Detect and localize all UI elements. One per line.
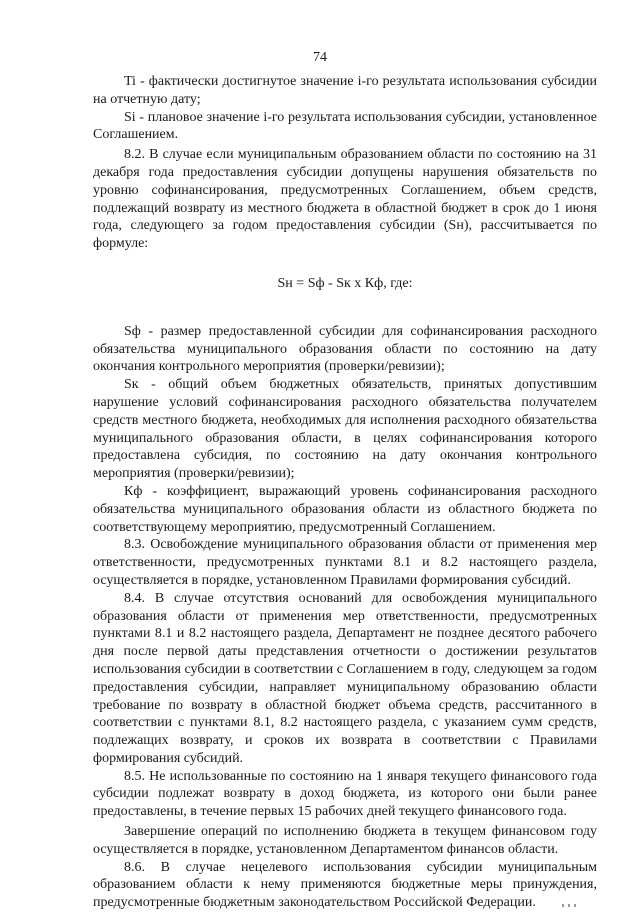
paragraph-sk-definition: Sк - общий объем бюджетных обязательств, принятых допустившим нарушение условий софинансирования расходного обязательства получателем средств местного бюджета, необходимых для исполнения расходного обязательства муниципального образования области, в целях софинансирования которого предоставлена субсидия, по состоянию на дату окончания контрольного мероприятия (проверки/ревизии);: [93, 377, 597, 482]
paragraph-sf-definition: Sф - размер предоставленной субсидии для софинансирования расходного обязательства муниципального образования области по состоянию на дату окончания контрольного мероприятия (проверки/ревизии);: [93, 323, 597, 375]
scan-corner-mark: [562, 894, 592, 897]
page-number: 74: [313, 50, 327, 65]
paragraph-ti-definition: Ti - фактически достигнутое значение i-го результата использования субсидии на отчетную дату;: [93, 74, 597, 107]
paragraph-kf-definition: Кф - коэффициент, выражающий уровень софинансирования расходного обязательства муниципального образования области из областного бюджета по соответствующему мероприятию, предусмотренный Соглашением.: [93, 483, 597, 535]
paragraph-budget-completion: Завершение операций по исполнению бюджета в текущем финансовом году осуществляется в порядке, установленном Департаментом финансов области.: [93, 824, 597, 857]
formula: Sн = Sф - Sк x Кф, где:: [277, 275, 413, 291]
paragraph-si-definition: Si - плановое значение i-го результата использования субсидии, установленное Соглашением.: [93, 109, 597, 143]
paragraph-8-3: 8.3. Освобождение муниципального образования области от применения мер ответственности, предусмотренных пунктами 8.1 и 8.2 настоящего раздела, осуществляется в порядке, установленном Правилами формирования субсидий.: [93, 537, 597, 588]
paragraph-8-4: 8.4. В случае отсутствия оснований для освобождения муниципального образования области от применения мер ответственности, предусмотренных пунктами 8.1 и 8.2 настоящего раздела, Департамент не позднее десятого рабочего дня после первой даты представления отчетности о достижении результатов использования субсидии в соответствии с Соглашением в году, следующем за годом предоставления субсидии, направляет муниципальному образованию области требование по возврату в областной бюджет объема средств, рассчитанного в соответствии с пунктами 8.1, 8.2 настоящего раздела, с указанием сумм средств, подлежащих возврату, и сроков их возврата в соответствии с Правилами формирования субсидий.: [93, 590, 597, 766]
paragraph-8-6: 8.6. В случае нецелевого использования субсидии муниципальным образованием области к нему применяются бюджетные меры принуждения, предусмотренные бюджетным законодательством Российской Федерации.: [93, 859, 597, 911]
paragraph-8-5: 8.5. Не использованные по состоянию на 1 января текущего финансового года субсидии подлежат возврату в доход бюджета, из которого они были ранее предоставлены, в течение первых 15 рабочих дней текущего финансового года.: [93, 768, 597, 820]
paragraph-8-2: 8.2. В случае если муниципальным образованием области по состоянию на 31 декабря года предоставления субсидии допущены нарушения обязательств по уровню софинансирования, предусмотренных Соглашением, объем средств, подлежащий возврату из местного бюджета в областной бюджет в срок до 1 июня года, следующего за годом предоставления субсидии (Sн), рассчитывается по формуле:: [93, 147, 597, 252]
document-body: [93, 73, 597, 912]
